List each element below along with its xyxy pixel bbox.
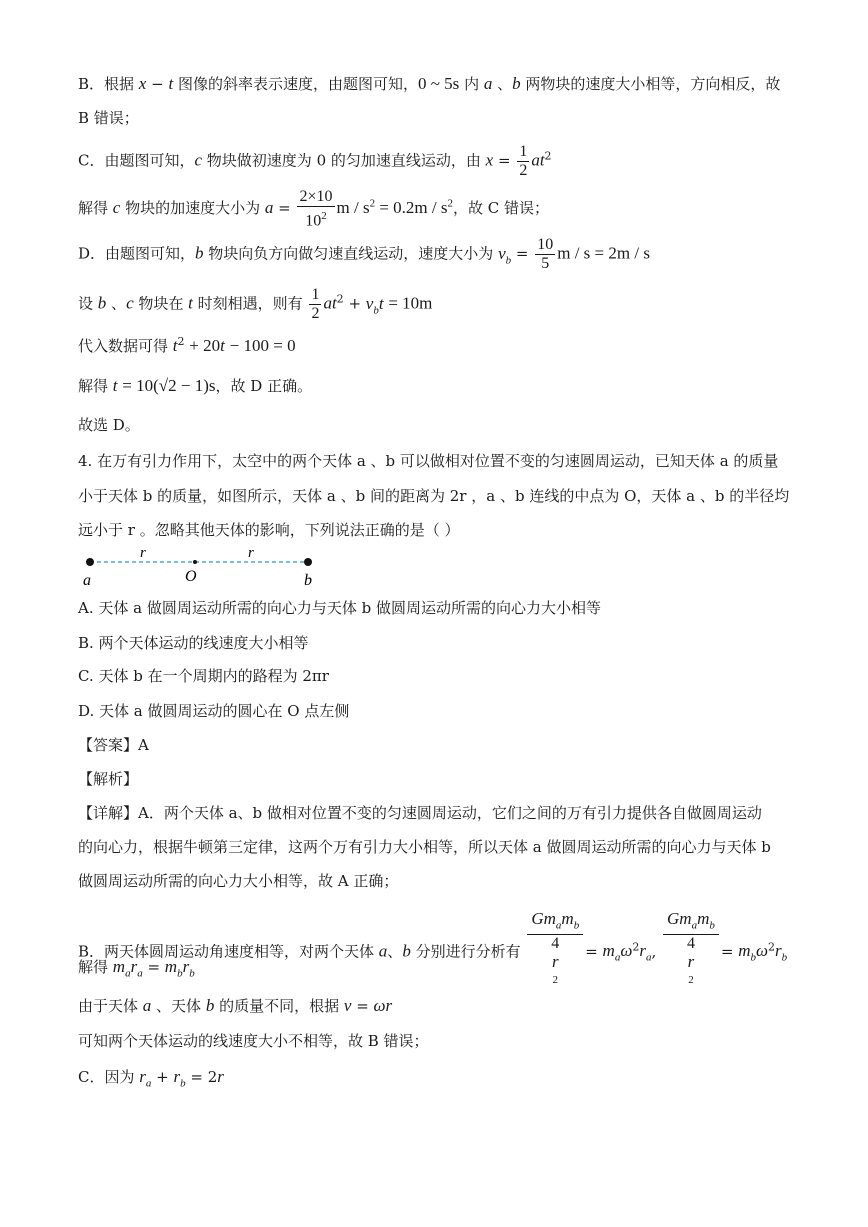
detail-line8: C．因为 $r_a + r_b = 2r$ [78, 1067, 224, 1090]
question-4-line3: 远小于 r 。忽略其他天体的影响，下列说法正确的是（ ） [78, 521, 460, 539]
explanation-d-line1: D．由题图可知，b 物块向负方向做匀速直线运动，速度大小为 $v_b$ = $\frac{10}{5}$ m / s = 2m / s [78, 236, 650, 272]
explanation-d-line3: 代入数据可得 $t^2 + 20t - 100 = 0$ [78, 335, 296, 355]
label-b: b [304, 572, 312, 589]
detail-line2: 的向心力，根据牛顿第三定律，这两个万有引力大小相等，所以天体 a 做圆周运动所需的向心力与天体 b [78, 838, 771, 856]
option-b: B. 两个天体运动的线速度大小相等 [78, 634, 309, 652]
question-4-line2: 小于天体 b 的质量，如图所示，天体 a 、b 间的距离为 2r ，a 、b 连线的中点为 O，天体 a 、b 的半径均 [78, 487, 790, 505]
option-d: D. 天体 a 做圆周运动的圆心在 O 点左侧 [78, 702, 350, 720]
label-r-left: r [140, 545, 146, 561]
option-a: A. 天体 a 做圆周运动所需的向心力与天体 b 做圆周运动所需的向心力大小相等 [78, 599, 601, 617]
body-a-dot [86, 558, 94, 566]
detail-line4: B．两天体圆周运动角速度相等，对两个天体 a、b 分别进行分析有 $Gm_am_b$ 4 r $^2$ = $m_a\omega^2r_a$, $Gm_am_b$ 4 r $^2$ = $m_b\omega^2r_b$ [78, 909, 788, 987]
detail-line3: 做圆周运动所需的向心力大小相等，故 A 正确； [78, 872, 399, 890]
binary-star-diagram [78, 545, 338, 590]
question-4-line1: 4. 在万有引力作用下，太空中的两个天体 a 、b 可以做相对位置不变的匀速圆周运动，已知天体 a 的质量 [78, 452, 779, 470]
explanation-c-line2: 解得 c 物块的加速度大小为 a = $\frac{2\times 10}{10^2}$ $m / s^2 = 0.2m / s^2$，故 C 错误； [78, 188, 549, 230]
label-a: a [83, 572, 91, 589]
body-b-dot [304, 558, 312, 566]
explanation-b-line2: B 错误； [78, 109, 139, 127]
text-segment: B．根据 [78, 75, 139, 93]
detail-line6: 由于天体 a 、天体 b 的质量不同，根据 v = ωr [78, 996, 393, 1015]
detail-line5: 解得 $m_ar_a = m_br_b$ [78, 957, 195, 980]
explanation-d-line2: 设 b 、c 物块在 t 时刻相遇，则有 $\frac{1}{2}$ $at^2 + v_bt = 10m$ [78, 286, 433, 322]
label-o: O [185, 568, 197, 585]
explanation-c-line1: C．由题图可知，c 物块做初速度为 0 的匀加速直线运动，由 x = $\frac{1}{2}$ $at^2$ [78, 143, 552, 179]
detail-line1: 【详解】A．两个天体 a、b 做相对位置不变的匀速圆周运动，它们之间的万有引力提供各自做圆周运动 [78, 804, 762, 822]
explanation-d-line5: 故选 D。 [78, 416, 140, 434]
analysis-label: 【解析】 [78, 770, 139, 788]
explanation-b-line1: B．根据 x − t 图像的斜率表示速度，由题图可知，0 ~ 5s 内 a 、b 两物块的速度大小相等，方向相反，故 [78, 74, 781, 93]
option-c: C. 天体 b 在一个周期内的路程为 2πr [78, 667, 329, 685]
detail-line7: 可知两个天体运动的线速度大小不相等，故 B 错误； [78, 1032, 429, 1050]
midpoint-o-dot [193, 560, 197, 564]
answer-label: 【答案】A [78, 736, 149, 754]
explanation-d-line4: 解得 t = 10(√2 − 1)s，故 D 正确。 [78, 376, 313, 395]
label-r-right: r [248, 545, 254, 561]
